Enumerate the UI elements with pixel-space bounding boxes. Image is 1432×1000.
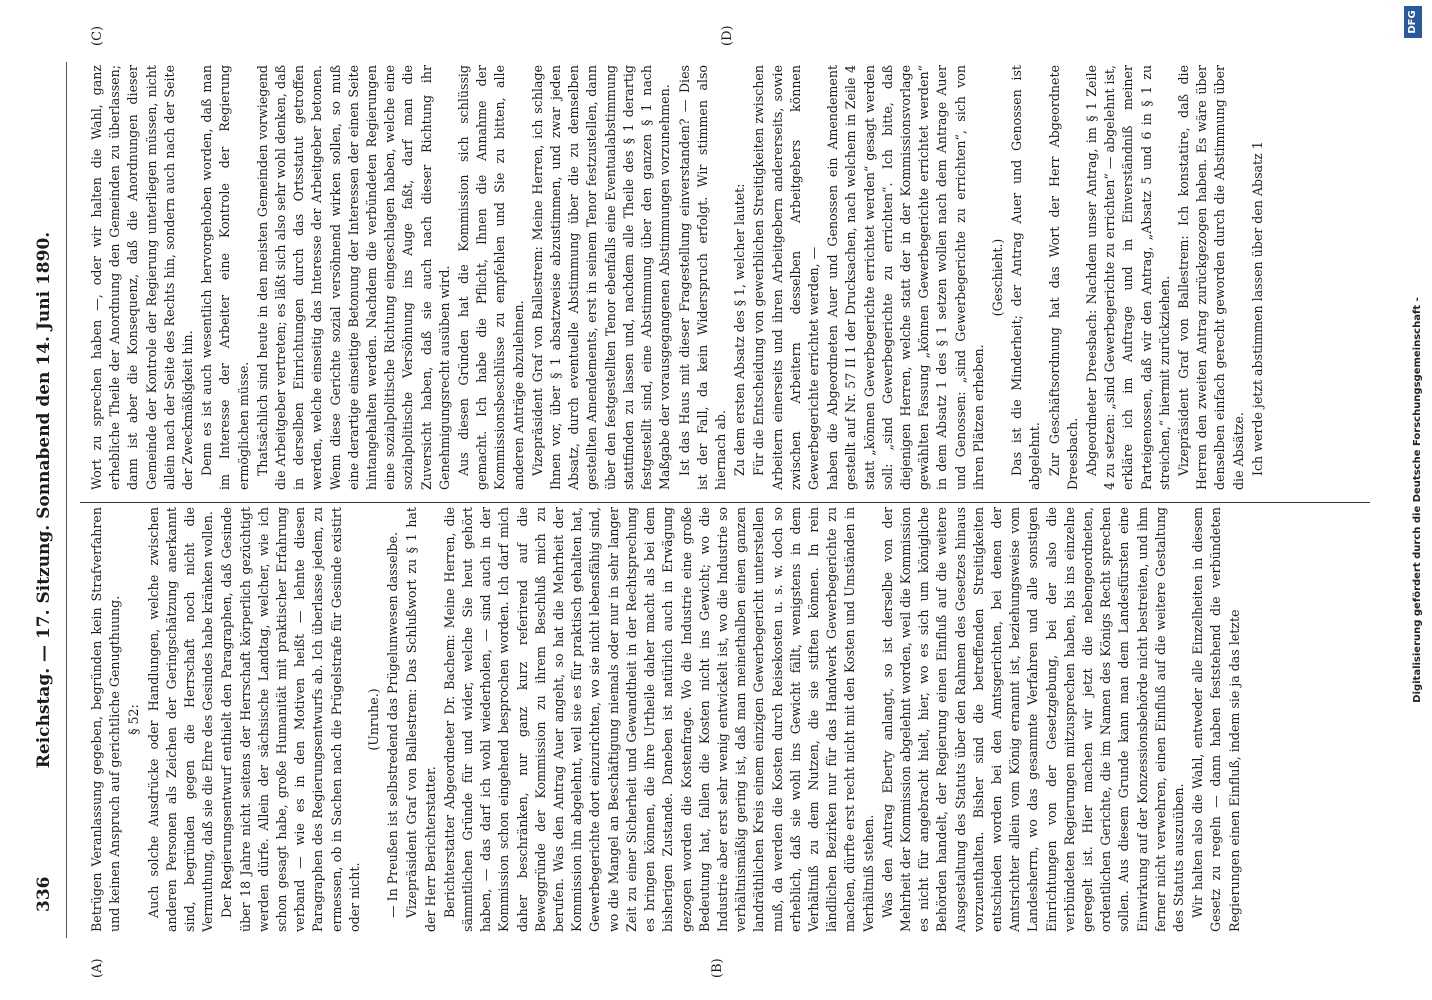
dfg-logo: DFG <box>1404 6 1422 38</box>
left-column <box>88 507 1245 932</box>
paragraph: Zur Geschäftsordnung hat das Wort der Herr Abgeordnete Dreesbach. <box>1046 65 1080 490</box>
paragraph: Ich werde jetzt abstimmen lassen über den Absatz 1 <box>1249 141 1265 476</box>
margin-marker-c: (C) <box>90 25 105 46</box>
paragraph: Betrügen Veranlassung gegeben, begründen kein Strafverfahren und keinen Anspruch auf gerichtliche Genugthuung. <box>89 507 123 932</box>
paragraph: Was den Antrag Eberty anlangt, so ist derselbe von der Mehrheit der Kommission abgelehnt worden, weil die Kommission es nicht für angebracht hielt, hier, wo es sich um königliche Behörden handelt, der Regierung einen Einfluß auf die weitere Ausgestaltung des Statuts über den Rahmen des Gesetzes hinaus vorzuenthalten. Bisher sind die betreffenden Streitigkeiten entschieden worden bei den Amtsgerichten, bei denen der Amtsrichter allein vom König ernannt ist, beziehungsweise vom Landesherrn, wo das gesammte Verfahren und alle sonstigen Einrichtungen von der Gesetzgebung, bei der also die verbündeten Regierungen mitzusprechen haben, bis ins einzelne geregelt ist. Hier machen wir jetzt die nebengeordneten, ordentlichen Gerichte, die im Namen des Königs Recht sprechen sollen. Aus diesem Grunde kann man dem Landesfürsten eine Einwirkung auf der Konzessionsbehörde nicht bestreiten, und ihm ferner nicht verwehren, einen Einfluß auf die weitere Gestaltung des Statuts auszuüben. <box>879 507 1186 932</box>
paragraph: Aus diesen Gründen hat die Kommission sich schlüssig gemacht. Ich habe die Pflicht, Ihnen die Annahme der Kommissionsbeschlüsse zu empfehlen und Sie zu bitten, alle anderen Anträge abzulehnen. <box>456 65 526 490</box>
paragraph: Denn es ist auch wesentlich hervorgehoben worden, daß man im Interesse der Arbeiter eine Kontrole der Regierung ermöglichen müsse. <box>199 65 251 490</box>
right-column <box>88 65 1268 490</box>
digitization-note: Digitalisierung gefördert durch die Deutsche Forschungsgemeinschaft - <box>1412 297 1423 703</box>
paragraph: Thatsächlich sind heute in den meisten Gemeinden vorwiegend die Arbeitgeber vertreten; es läßt sich also sehr wohl denken, daß in derselben Einrichtungen durch das Ortsstatut getroffen werden, welche einseitig das Interesse der Arbeitgeber betonen. Wenn diese Gerichte sozial versöhnend wirken sollen, so muß eine derartige einseitige Betonung der Interessen der einen Seite hintangehalten werden. Nachdem die verbündeten Regierungen eine sozialpolitische Richtung eingeschlagen haben, welche eine sozialpolitische Versöhnung ins Auge faßt, darf man die Zuversicht haben, daß sie auch nach dieser Richtung ihr Genehmigungsrecht ausüben wird. <box>254 65 452 490</box>
margin-marker-d: (D) <box>720 25 735 46</box>
column-divider <box>80 502 1370 503</box>
margin-marker-a: (A) <box>90 958 105 978</box>
paragraph: Auch solche Ausdrücke oder Handlungen, welche zwischen anderen Personen als Zeichen der Geringschätzung anerkannt sind, begründen gegen die Herrschaft noch nicht die Vermuthung, daß sie die Ehre des Gesindes habe kränken wollen. <box>145 507 216 932</box>
paragraph: Das ist die Minderheit; der Antrag Auer und Genossen ist abgelehnt. <box>1009 65 1043 490</box>
paragraph: Zu dem ersten Absatz des § 1, welcher lautet: <box>732 183 748 476</box>
paragraph: Wir halten also die Wahl, entweder alle Einzelheiten in diesem Gesetz zu regeln — dann haben feststehend die verbündeten Regierungen einen Einfluß, indem sie ja das letzte <box>1190 507 1242 932</box>
speaker-paragraph: Berichterstatter Abgeordneter Dr. Bachem: Meine Herren, die sämmtlichen Gründe für und wider, welche Sie heut gehört haben, — das darf ich wohl wiederholen, — sind auch in der Kommission schon eingehend besprochen worden. Ich darf mich daher beschränken, nur ganz kurz referirend auf die Beweggründe der Kommission zu ihrem Beschluß mich zu berufen. Was den Antrag Auer angeht, so hat die Mehrheit der Kommission ihn abgelehnt, weil sie es für praktisch gehalten hat, Gewerbegerichte dort einzurichten, wo sie nicht lebensfähig sind, wo die Mangel an Beschäftigung niemals oder nur in sehr langer Zeit zu einer Sicherheit und Gewandtheit in der Rechtsprechung es bringen können, die ihre Urtheile daher macht als bei dem bisherigen Zustande. Daneben ist natürlich auch in Erwägung gezogen worden die Kostenfrage. Wo die Industrie eine große Bedeutung hat, fallen die Kosten nicht ins Gewicht; wo die Industrie aber erst sehr wenig entwickelt ist, wo die Industrie so verhältnismäßig gering ist, daß man meinethalben einen ganzen landräthlichen Kreis einem einzigen Gewerbegericht unterstellen muß, da werden die Kosten durch Reisekosten u. s. w. doch so erheblich, daß sie wohl ins Gewicht fällt, wenigstens in dem Verhältniß zu dem Nutzen, die sie stiften können. In rein ländlichen Bezirken nur für das Handwerk Gewerbegerichte zu machen, dürfte erst recht nicht mit den Kosten und Umständen in Verhältniß stehen. <box>441 507 876 932</box>
paragraph: — In Preußen ist selbstredend das Prügelunwesen dasselbe. <box>385 531 401 918</box>
quoted-paragraph: Für die Entscheidung von gewerblichen Streitigkeiten zwischen Arbeitern einerseits und ihren Arbeitgebern andererseits, sowie zwischen Arbeitern desselben Arbeitgebers können Gewerbegerichte errichtet werden, — <box>751 65 821 490</box>
speaker-paragraph: Vizepräsident Graf von Ballestrem: Das Schlußwort zu § 1 hat der Herr Berichterstatter. <box>404 507 438 932</box>
page-number: 336 <box>34 876 54 912</box>
margin-marker-b: (B) <box>710 958 725 978</box>
paragraph: haben die Abgeordneten Auer und Genossen ein Amendement gestellt auf Nr. 57 II 1 der Drucksachen, nach welchem in Zeile 4 statt „können Gewerbegerichte errichtet werden“ gesagt werden soll: „sind Gewerbegerichte zu errichten“. Ich bitte, daß diejenigen Herren, welche statt der in der Kommissionsvorlage gewählten Fassung „können Gewerbegerichte errichtet werden“ in dem Absatz 1 des § 1 setzen wollen nach dem Antrage Auer und Genossen: „sind Gewerbegerichte zu errichten“, sich von ihren Plätzen erheben. <box>825 65 986 490</box>
interjection: (Geschieht.) <box>989 238 1005 317</box>
paragraph: Wort zu sprechen haben —, oder wir halten die Wahl, ganz erhebliche Theile der Anordnung den Gemeinden zu überlassen; dann ist aber die Konsequenz, daß die Anordnungen dieser Gemeinde der Kontrole der Regierung unterliegen müssen, nicht allein nach der Seite des Rechts hin, sondern auch nach der Seite der Zweckmäßigkeit hin. <box>89 65 196 490</box>
running-head: Reichstag. — 17. Sitzung. Sonnabend den 14. Juni 1890. <box>34 231 54 769</box>
speaker-paragraph: Vizepräsident Graf von Ballestrem: Ich konstatire, daß die Herren den zweiten Antrag zurückgezogen haben. Es wäre über denselben einfach gerecht geworden durch die Abstimmung über die Absätze. <box>1175 65 1246 490</box>
interjection: (Unruhe.) <box>366 688 382 751</box>
header-rule <box>66 62 67 938</box>
section-heading: § 52: <box>126 704 142 735</box>
paragraph: Der Regierungsentwurf enthielt den Paragraphen, daß Gesinde über 18 Jahre nicht seitens der Herrschaft körperlich gezüchtigt werden dürfe. Allein der sächsische Landtag, welcher, wie ich schon gesagt habe, große Humanität mit praktischer Erfahrung verband — wie es in den Motiven heißt — lehnte diesen Paragraphen des Regierungsentwurfs ab. Ich überlasse jedem, zu ermessen, ob in Sachen nach die Prügelstrafe für Gesinde existirt oder nicht. <box>219 507 362 932</box>
speaker-paragraph: Abgeordneter Dreesbach: Nachdem unser Antrag, im § 1 Zeile 4 zu setzen: „sind Gewerbegerichte zu errichten“ — abgelehnt ist, erkläre ich im Auftrage und in Einverständniß meiner Parteigenossen, daß wir den Antrag, „Absatz 5 und 6 in § 1 zu streichen,“ hiermit zurückziehen. <box>1083 65 1172 490</box>
speaker-paragraph: Vizepräsident Graf von Ballestrem: Meine Herren, ich schlage Ihnen vor, über § 1 absatzweise abzustimmen, und zwar jeden Absatz, durch eventuelle Abstimmung über die zu demselben gestellten Amendements, erst in seinem Tenor festzustellen, dann über den festgestellten Tenor ebenfalls eine Eventualabstimmung stattfinden zu lassen und, nachdem alle Theile des § 1 derartig festgestellt sind, eine Abstimmung über den ganzen § 1 nach Maßgabe der vorausgegangenen Abstimmungen vorzunehmen. <box>529 65 673 490</box>
paragraph: Ist das Haus mit dieser Fragestellung einverstanden? — Dies ist der Fall, da kein Widerspruch erfolgt. Wir stimmen also hiernach ab. <box>676 65 728 490</box>
